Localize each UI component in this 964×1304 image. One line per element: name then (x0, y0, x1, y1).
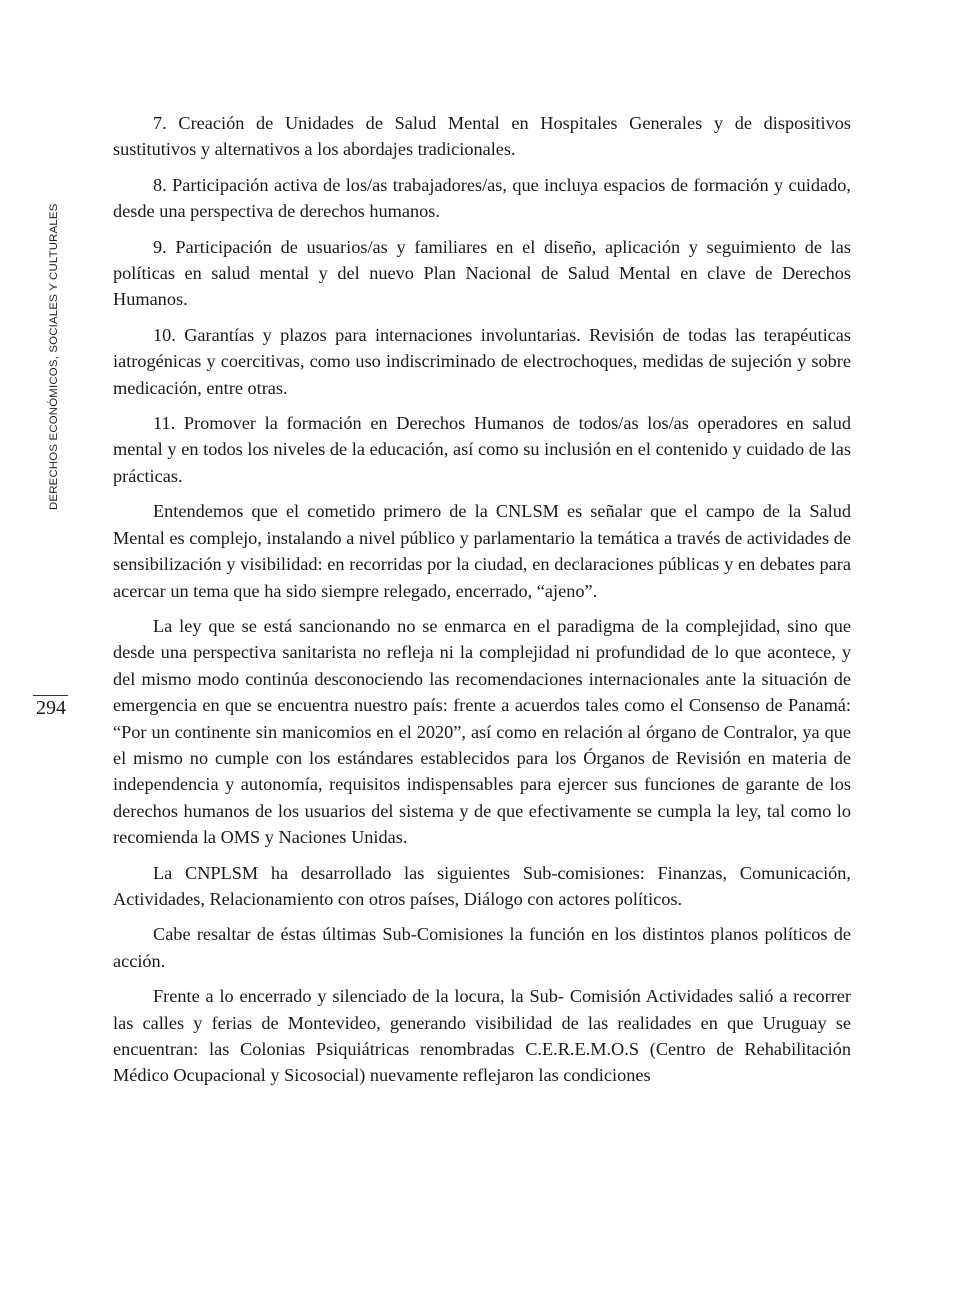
page-number-rule (33, 695, 68, 696)
paragraph-political-function: Cabe resaltar de éstas últimas Sub-Comisiones la función en los distintos planos políticos de acción. (113, 924, 851, 971)
paragraph-item-8: 8. Participación activa de los/as trabajadores/as, que incluya espacios de formación y cuidado, desde una perspectiva de derechos humanos. (113, 174, 851, 222)
paragraph-law-critique: La ley que se está sancionando no se enmarca en el paradigma de la complejidad, sino que desde una perspectiva sanitarista no refleja ni la complejidad ni profundidad de lo que acontece, y del mismo modo continúa desconociendo las recomendaciones internacionales ante la situación de emergencia en que se encuentra nuestro país: frente a acuerdos tales como el Consenso de Panamá: “Por un continente sin manicomios en el 2020”, así como en relación al órgano de Contralor, ya que el mismo no cumple con los estándares establecidos para los Órganos de Revisión en materia de independencia y autonomía, requisitos indispensables para ejercer sus funciones de garante de los derechos humanos de los usuarios del sistema y de que efectivamente se cumpla la ley, tal como lo recomienda la OMS y Naciones Unidas. (113, 615, 851, 848)
paragraph-activities: Frente a lo encerrado y silenciado de la locura, la Sub- Comisión Actividades salió a recorrer las calles y ferias de Montevideo, generando visibilidad de las realidades en que Uruguay se encuentran: las Colonias Psiquiátricas renombradas C.E.R.E.M.O.S (Centro de Rehabilitación Médico Ocupacional y Sicosocial) nuevamente reflejaron las condiciones (113, 986, 851, 1086)
paragraph-item-11: 11. Promover la formación en Derechos Humanos de todos/as los/as operadores en salud mental y en todos los niveles de la educación, así como su inclusión en el contenido y cuidado de las prácticas. (113, 413, 851, 486)
paragraph-item-10: 10. Garantías y plazos para internaciones involuntarias. Revisión de todas las terapéuticas iatrogénicas y coercitivas, como uso indiscriminado de electrochoques, medidas de sujeción y sobre medicación, entre otras. (113, 324, 851, 398)
paragraph-item-9: 9. Participación de usuarios/as y familiares en el diseño, aplicación y seguimiento de las políticas en salud mental y del nuevo Plan Nacional de Salud Mental en clave de Derechos Humanos. (113, 236, 851, 310)
running-title: DERECHOS ECONÓMICOS, SOCIALES Y CULTURALES (48, 203, 60, 510)
paragraph-item-7: 7. Creación de Unidades de Salud Mental en Hospitales Generales y de dispositivos sustitutivos y alternativos a los abordajes tradicionales. (113, 113, 851, 160)
paragraph-subcommissions: La CNPLSM ha desarrollado las siguientes Sub-comisiones: Finanzas, Comunicación, Actividades, Relacionamiento con otros países, Diálogo con actores políticos. (113, 862, 851, 909)
paragraph-cnlsm-role: Entendemos que el cometido primero de la CNLSM es señalar que el campo de la Salud Mental es complejo, instalando a nivel público y parlamentario la temática a través de actividades de sensibilización y visibilidad: en recorridas por la ciudad, en declaraciones públicas y en debates para acercar un tema que ha sido siempre relegado, encerrado, “ajeno”. (113, 501, 851, 601)
body-text (113, 110, 851, 1098)
page-number: 294 (36, 697, 66, 719)
